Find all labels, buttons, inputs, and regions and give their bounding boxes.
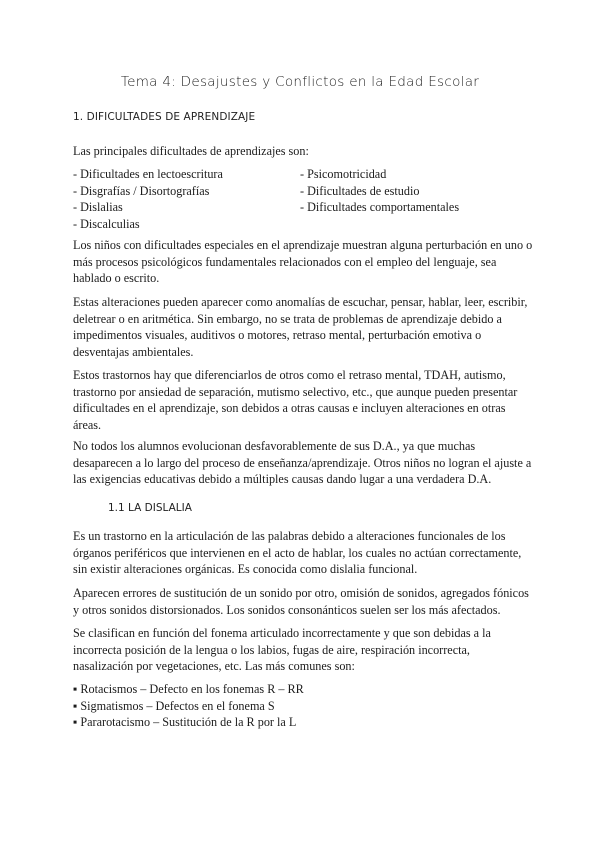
paragraph: Se clasifican en función del fonema articulado incorrectamente y que son debidas a la incorrecta posición de la lengua o los labios, fugas de aire, respiración incorrecta, nasalización por vegetaciones, etc. Las más comunes son: [73, 626, 491, 673]
document-title: Tema 4: Desajustes y Conflictos en la Edad Escolar [120, 74, 480, 90]
list-item: - Dificultades de estudio [300, 183, 420, 198]
list-item: - Dislalias [73, 200, 123, 214]
list-item: ▪ Pararotacismo – Sustitución de la R por la L [73, 715, 297, 729]
difficulties-list-right [300, 166, 459, 216]
list-item: ▪ Sigmatismos – Defectos en el fonema S [73, 698, 275, 713]
intro-text: Las principales dificultades de aprendizajes son: [73, 144, 309, 158]
section-heading-dificultades: 1. DIFICULTADES DE APRENDIZAJE [73, 111, 256, 123]
list-item: - Dificultades comportamentales [300, 200, 460, 214]
list-item: - Dificultades en lectoescritura [73, 167, 223, 181]
dislalia-types-list [73, 681, 304, 731]
paragraph: No todos los alumnos evolucionan desfavorablemente de sus D.A., ya que muchas desaparecen a lo largo del proceso de enseñanza/aprendizaje. Otros niños no logran el ajuste a las exigencias educativas debido a múltiples causas dando lugar a una verdadera D.A. [73, 439, 532, 486]
paragraph: Estas alteraciones pueden aparecer como anomalías de escuchar, pensar, hablar, leer, escribir, deletrear o en aritmética. Sin embargo, no se trata de problemas de aprendizaje debido a impedimentos visuales, auditivos o motores, retraso mental, perturbación emotiva o desventajas ambientales. [73, 295, 528, 359]
paragraph: Es un trastorno en la articulación de las palabras debido a alteraciones funcionales de los órganos periféricos que intervienen en el acto de hablar, los cuales no actúan correctamente, sin existir alteraciones orgánicas. Es conocida como dislalia funcional. [73, 529, 522, 576]
list-item: - Disgrafías / Disortografías [73, 183, 210, 198]
paragraph: Los niños con dificultades especiales en el aprendizaje muestran alguna perturbación en uno o más procesos psicológicos fundamentales relacionados con el empleo del lenguaje, sea hablado o escrito. [73, 238, 533, 285]
paragraph: Estos trastornos hay que diferenciarlos de otros como el retraso mental, TDAH, autismo, trastorno por ansiedad de separación, mutismo selectivo, etc., que aunque pueden presentar dificultades en el aprendizaje, son debidos a otras causas e incluyen alteraciones en otras áreas. [73, 368, 518, 432]
paragraph: Aparecen errores de sustitución de un sonido por otro, omisión de sonidos, agregados fónicos y otros sonidos distorsionados. Los sonidos consonánticos suelen ser los más afectados. [73, 586, 529, 617]
list-item: ▪ Rotacismos – Defecto en los fonemas R – RR [73, 682, 304, 696]
difficulties-list-left [73, 166, 223, 232]
list-item: - Psicomotricidad [300, 167, 387, 181]
list-item: - Discalculias [73, 216, 140, 231]
subsection-heading-dislalia: 1.1 LA DISLALIA [108, 502, 192, 514]
